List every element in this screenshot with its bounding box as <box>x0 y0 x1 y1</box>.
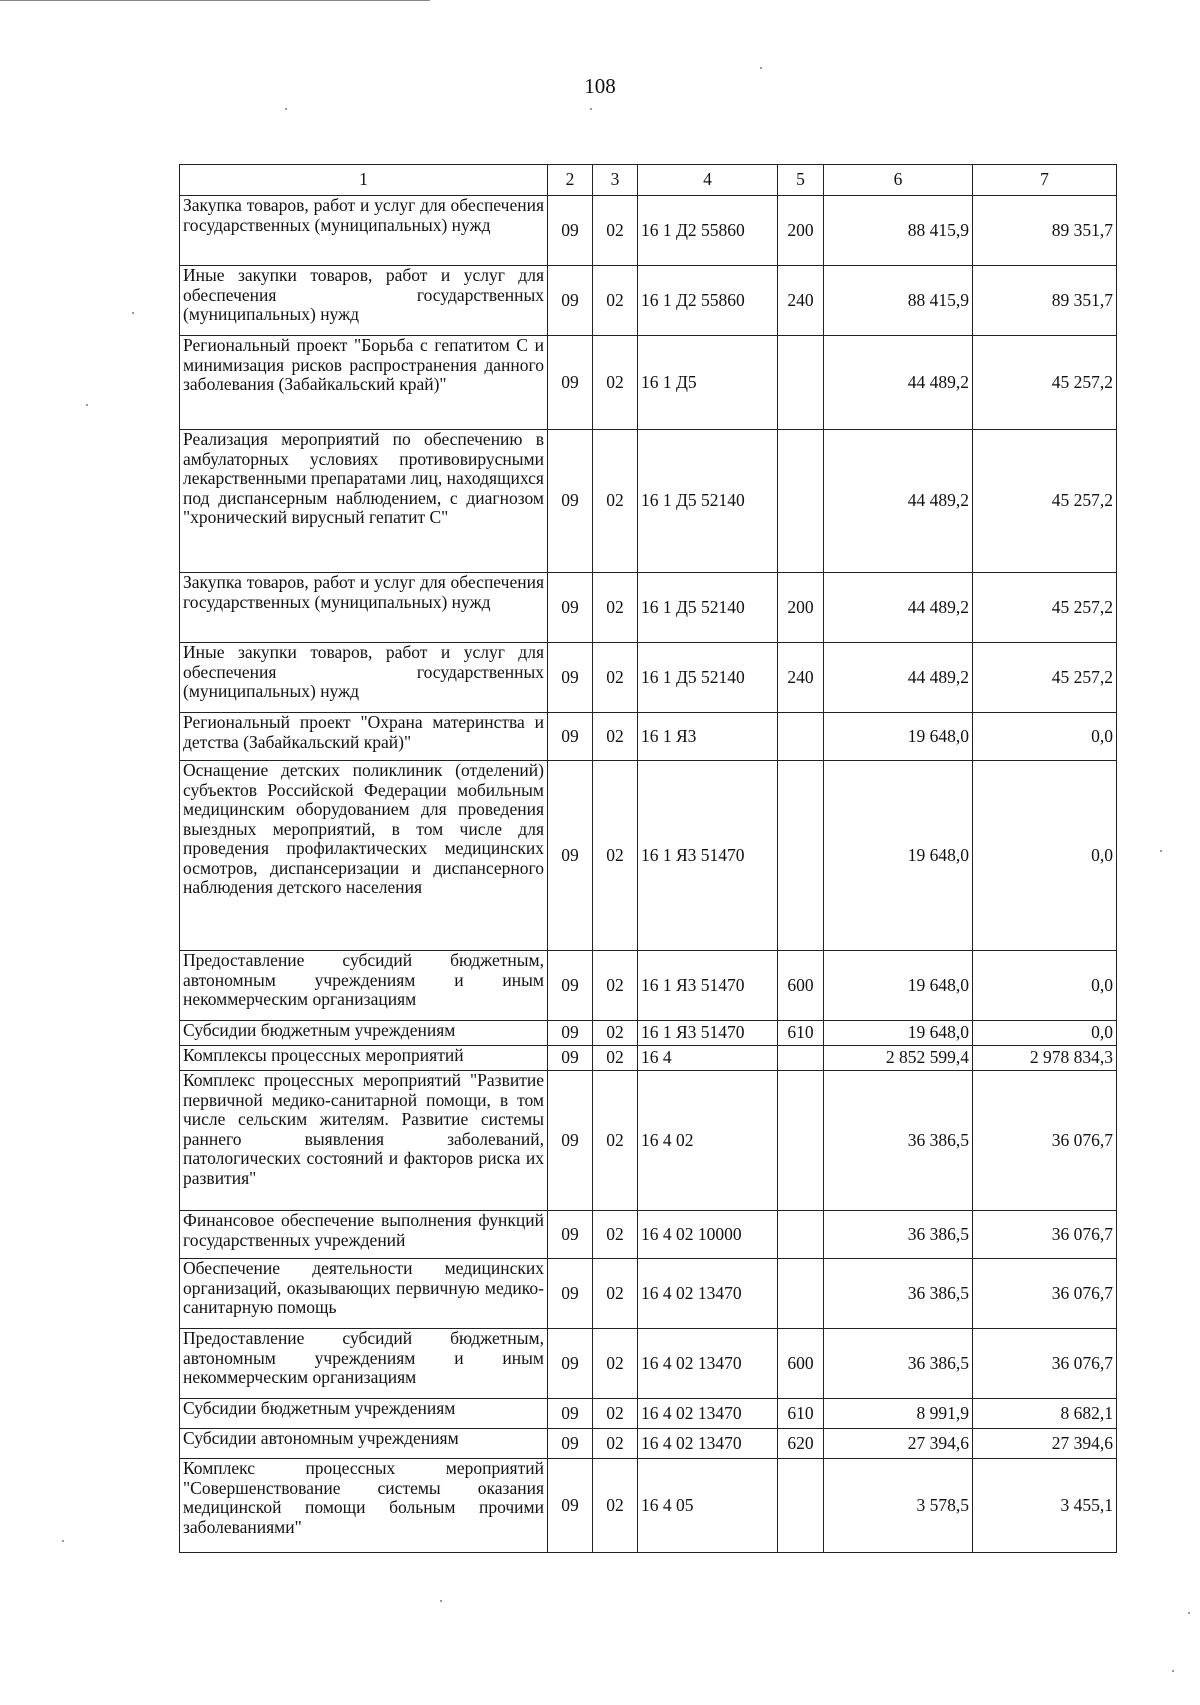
row-expense-type <box>778 1459 824 1553</box>
row-amount-year-1: 19 648,0 <box>824 1021 973 1046</box>
row-amount-year-1: 36 386,5 <box>824 1329 973 1399</box>
row-name: Финансовое обеспечение выполнения функций государственных учреждений <box>180 1211 548 1259</box>
table-row <box>180 196 1117 266</box>
row-expense-type <box>778 1211 824 1259</box>
row-amount-year-2: 0,0 <box>973 761 1117 951</box>
row-amount-year-1: 2 852 599,4 <box>824 1046 973 1071</box>
row-section-code: 09 <box>548 1259 593 1329</box>
row-amount-year-2: 89 351,7 <box>973 266 1117 336</box>
row-target-article: 16 4 02 13470 <box>638 1259 778 1329</box>
row-amount-year-1: 36 386,5 <box>824 1259 973 1329</box>
row-amount-year-2: 0,0 <box>973 951 1117 1021</box>
row-amount-year-1: 8 991,9 <box>824 1399 973 1429</box>
row-amount-year-1: 19 648,0 <box>824 761 973 951</box>
row-amount-year-2: 3 455,1 <box>973 1459 1117 1553</box>
row-target-article: 16 4 <box>638 1046 778 1071</box>
row-name: Предоставление субсидий бюджетным, автономным учреждениям и иным некоммерческим организациям <box>180 951 548 1021</box>
row-subsection-code: 02 <box>593 196 638 266</box>
row-amount-year-2: 45 257,2 <box>973 430 1117 573</box>
row-expense-type: 240 <box>778 643 824 713</box>
row-amount-year-2: 45 257,2 <box>973 336 1117 430</box>
row-section-code: 09 <box>548 761 593 951</box>
row-amount-year-1: 44 489,2 <box>824 336 973 430</box>
row-name: Иные закупки товаров, работ и услуг для обеспечения государственных (муниципальных) нужд <box>180 266 548 336</box>
table-row <box>180 266 1117 336</box>
row-section-code: 09 <box>548 266 593 336</box>
row-subsection-code: 02 <box>593 1071 638 1211</box>
table-row <box>180 1329 1117 1399</box>
row-amount-year-1: 88 415,9 <box>824 196 973 266</box>
row-amount-year-1: 44 489,2 <box>824 573 973 643</box>
table-row <box>180 713 1117 761</box>
row-name: Субсидии бюджетным учреждениям <box>180 1021 548 1046</box>
row-name: Иные закупки товаров, работ и услуг для обеспечения государственных (муниципальных) нужд <box>180 643 548 713</box>
row-amount-year-2: 2 978 834,3 <box>973 1046 1117 1071</box>
row-name: Региональный проект "Охрана материнства и детства (Забайкальский край)" <box>180 713 548 761</box>
row-amount-year-1: 19 648,0 <box>824 713 973 761</box>
row-expense-type <box>778 336 824 430</box>
table-row <box>180 1021 1117 1046</box>
row-amount-year-2: 36 076,7 <box>973 1259 1117 1329</box>
row-amount-year-1: 36 386,5 <box>824 1211 973 1259</box>
row-amount-year-1: 3 578,5 <box>824 1459 973 1553</box>
row-subsection-code: 02 <box>593 1399 638 1429</box>
row-amount-year-1: 88 415,9 <box>824 266 973 336</box>
row-subsection-code: 02 <box>593 643 638 713</box>
row-name: Региональный проект "Борьба с гепатитом С и минимизация рисков распространения данного заболевания (Забайкальский край)" <box>180 336 548 430</box>
row-target-article: 16 1 Я3 51470 <box>638 951 778 1021</box>
row-expense-type: 600 <box>778 1329 824 1399</box>
row-section-code: 09 <box>548 713 593 761</box>
row-target-article: 16 1 Д5 52140 <box>638 430 778 573</box>
header-col-7: 7 <box>973 165 1117 196</box>
row-name: Комплекс процессных мероприятий "Развитие первичной медико-санитарной помощи, в том числе сельским жителям. Развитие системы раннего выявления заболеваний, патологических состояний и факторов риска их развития" <box>180 1071 548 1211</box>
row-expense-type: 620 <box>778 1429 824 1459</box>
row-subsection-code: 02 <box>593 951 638 1021</box>
row-amount-year-2: 45 257,2 <box>973 643 1117 713</box>
table-row <box>180 1071 1117 1211</box>
top-edge-rule <box>0 0 430 1</box>
row-target-article: 16 4 02 13470 <box>638 1329 778 1399</box>
table-header-row <box>180 165 1117 196</box>
row-section-code: 09 <box>548 1046 593 1071</box>
row-name: Закупка товаров, работ и услуг для обеспечения государственных (муниципальных) нужд <box>180 573 548 643</box>
row-expense-type <box>778 1071 824 1211</box>
row-section-code: 09 <box>548 643 593 713</box>
row-expense-type <box>778 713 824 761</box>
row-expense-type: 610 <box>778 1399 824 1429</box>
row-section-code: 09 <box>548 951 593 1021</box>
row-target-article: 16 1 Д2 55860 <box>638 266 778 336</box>
table-row <box>180 951 1117 1021</box>
table-row <box>180 761 1117 951</box>
row-subsection-code: 02 <box>593 430 638 573</box>
row-target-article: 16 1 Я3 51470 <box>638 1021 778 1046</box>
row-target-article: 16 1 Я3 51470 <box>638 761 778 951</box>
row-section-code: 09 <box>548 196 593 266</box>
row-section-code: 09 <box>548 1329 593 1399</box>
row-target-article: 16 4 02 13470 <box>638 1399 778 1429</box>
row-amount-year-1: 19 648,0 <box>824 951 973 1021</box>
header-col-6: 6 <box>824 165 973 196</box>
row-name: Комплекс процессных мероприятий "Совершенствование системы оказания медицинской помощи больным прочими заболеваниями" <box>180 1459 548 1553</box>
row-subsection-code: 02 <box>593 1459 638 1553</box>
row-expense-type <box>778 1259 824 1329</box>
row-expense-type: 240 <box>778 266 824 336</box>
header-col-4: 4 <box>638 165 778 196</box>
row-target-article: 16 4 05 <box>638 1459 778 1553</box>
row-subsection-code: 02 <box>593 713 638 761</box>
row-amount-year-2: 36 076,7 <box>973 1329 1117 1399</box>
page-number: 108 <box>584 74 616 98</box>
budget-table <box>179 164 1117 1553</box>
row-expense-type: 200 <box>778 196 824 266</box>
row-amount-year-2: 89 351,7 <box>973 196 1117 266</box>
row-subsection-code: 02 <box>593 1429 638 1459</box>
row-expense-type: 610 <box>778 1021 824 1046</box>
table-row <box>180 336 1117 430</box>
row-section-code: 09 <box>548 1071 593 1211</box>
row-amount-year-1: 27 394,6 <box>824 1429 973 1459</box>
header-col-5: 5 <box>778 165 824 196</box>
row-amount-year-1: 44 489,2 <box>824 430 973 573</box>
table-body <box>180 196 1117 1553</box>
row-amount-year-2: 36 076,7 <box>973 1071 1117 1211</box>
row-subsection-code: 02 <box>593 1021 638 1046</box>
row-section-code: 09 <box>548 1021 593 1046</box>
row-section-code: 09 <box>548 1429 593 1459</box>
row-target-article: 16 1 Д5 52140 <box>638 573 778 643</box>
row-expense-type <box>778 1046 824 1071</box>
row-target-article: 16 1 Д2 55860 <box>638 196 778 266</box>
row-amount-year-2: 0,0 <box>973 1021 1117 1046</box>
row-section-code: 09 <box>548 430 593 573</box>
table-row <box>180 1211 1117 1259</box>
row-name: Оснащение детских поликлиник (отделений) субъектов Российской Федерации мобильным медицинским оборудованием для проведения выездных мероприятий, в том числе для проведения профилактических медицинских осмотров, диспансеризации и диспансерного наблюдения детского населения <box>180 761 548 951</box>
table-row <box>180 430 1117 573</box>
row-subsection-code: 02 <box>593 266 638 336</box>
row-target-article: 16 1 Я3 <box>638 713 778 761</box>
row-expense-type: 600 <box>778 951 824 1021</box>
row-target-article: 16 1 Д5 52140 <box>638 643 778 713</box>
row-amount-year-2: 0,0 <box>973 713 1117 761</box>
row-name: Субсидии бюджетным учреждениям <box>180 1399 548 1429</box>
row-subsection-code: 02 <box>593 1046 638 1071</box>
row-subsection-code: 02 <box>593 1329 638 1399</box>
row-subsection-code: 02 <box>593 1211 638 1259</box>
row-target-article: 16 1 Д5 <box>638 336 778 430</box>
row-amount-year-2: 36 076,7 <box>973 1211 1117 1259</box>
table-row <box>180 1429 1117 1459</box>
table-row <box>180 573 1117 643</box>
row-target-article: 16 4 02 <box>638 1071 778 1211</box>
row-name: Предоставление субсидий бюджетным, автономным учреждениям и иным некоммерческим организациям <box>180 1329 548 1399</box>
row-amount-year-2: 45 257,2 <box>973 573 1117 643</box>
row-section-code: 09 <box>548 1399 593 1429</box>
table-row <box>180 1259 1117 1329</box>
row-subsection-code: 02 <box>593 1259 638 1329</box>
row-section-code: 09 <box>548 336 593 430</box>
row-subsection-code: 02 <box>593 761 638 951</box>
row-amount-year-2: 27 394,6 <box>973 1429 1117 1459</box>
row-name: Закупка товаров, работ и услуг для обеспечения государственных (муниципальных) нужд <box>180 196 548 266</box>
row-name: Субсидии автономным учреждениям <box>180 1429 548 1459</box>
row-section-code: 09 <box>548 1459 593 1553</box>
row-expense-type <box>778 430 824 573</box>
row-name: Обеспечение деятельности медицинских организаций, оказывающих первичную медико-санитарную помощь <box>180 1259 548 1329</box>
table-row <box>180 1459 1117 1553</box>
header-col-2: 2 <box>548 165 593 196</box>
row-target-article: 16 4 02 10000 <box>638 1211 778 1259</box>
row-expense-type: 200 <box>778 573 824 643</box>
row-expense-type <box>778 761 824 951</box>
row-name: Реализация мероприятий по обеспечению в амбулаторных условиях противовирусными лекарственными препаратами лиц, находящихся под диспансерным наблюдением, с диагнозом "хронический вирусный гепатит С" <box>180 430 548 573</box>
row-target-article: 16 4 02 13470 <box>638 1429 778 1459</box>
row-amount-year-1: 36 386,5 <box>824 1071 973 1211</box>
row-amount-year-1: 44 489,2 <box>824 643 973 713</box>
header-col-3: 3 <box>593 165 638 196</box>
row-subsection-code: 02 <box>593 336 638 430</box>
table-row <box>180 1399 1117 1429</box>
row-section-code: 09 <box>548 1211 593 1259</box>
header-col-1: 1 <box>180 165 548 196</box>
row-subsection-code: 02 <box>593 573 638 643</box>
row-section-code: 09 <box>548 573 593 643</box>
table-row <box>180 1046 1117 1071</box>
table-row <box>180 643 1117 713</box>
row-name: Комплексы процессных мероприятий <box>180 1046 548 1071</box>
row-amount-year-2: 8 682,1 <box>973 1399 1117 1429</box>
